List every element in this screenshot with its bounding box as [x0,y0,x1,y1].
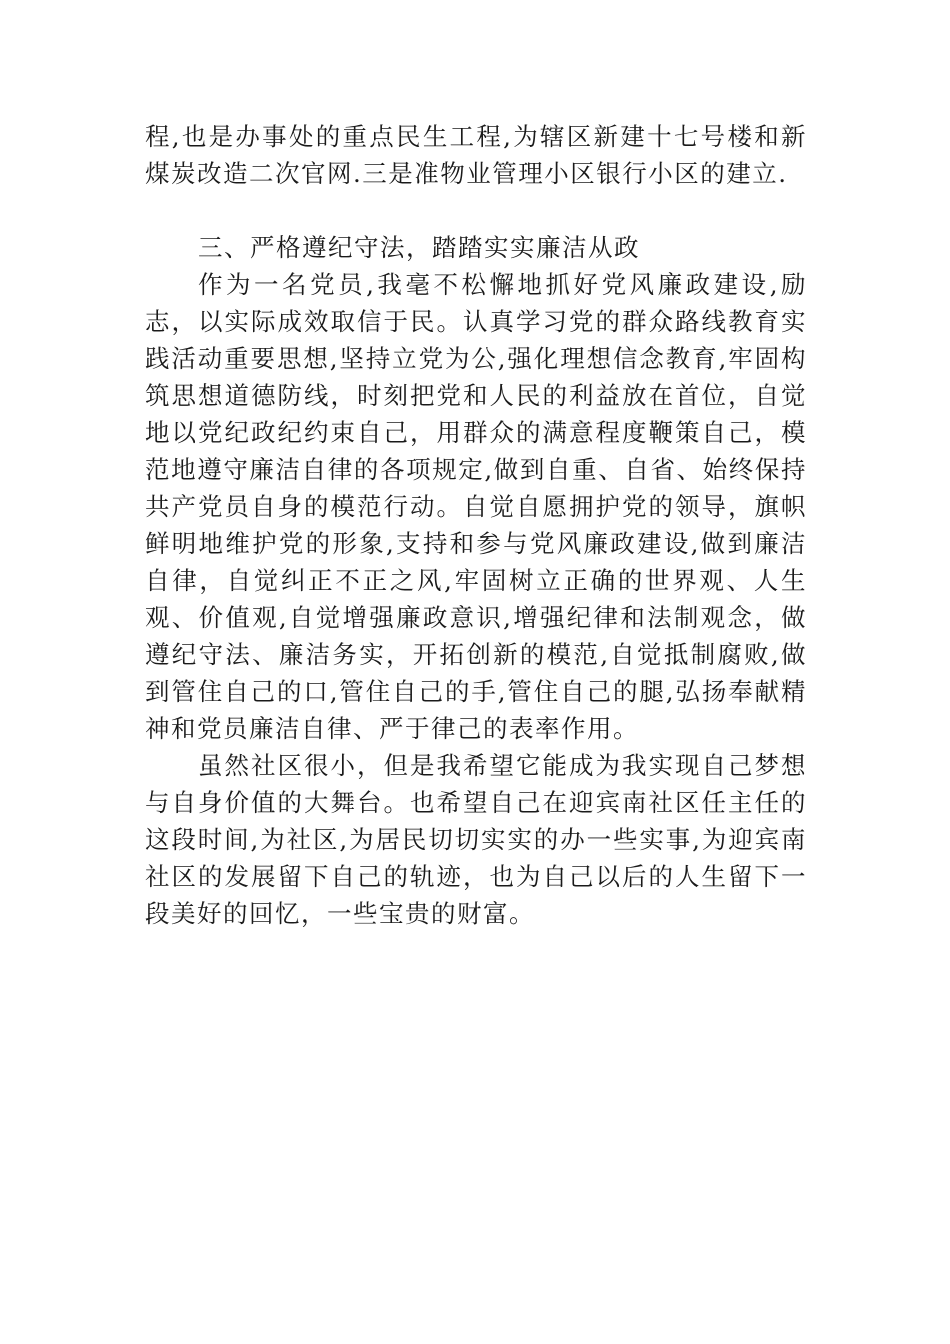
body-paragraph: 作为一名党员,我毫不松懈地抓好党风廉政建设,励志，以实际成效取信于民。认真学习党的群众路线教育实践活动重要思想,坚持立党为公,强化理想信念教育,牢固构筑思想道德防线，时刻把党和人民的利益放在首位，自觉地以党纪政纪约束自己，用群众的满意程度鞭策自己，模范地遵守廉洁自律的各项规定,做到自重、自省、始终保持共产党员自身的模范行动。自觉自愿拥护党的领导，旗帜鲜明地维护党的形象,支持和参与党风廉政建设,做到廉洁自律，自觉纠正不正之风,牢固树立正确的世界观、人生观、价值观,自觉增强廉政意识,增强纪律和法制观念，做遵纪守法、廉洁务实，开拓创新的模范,自觉抵制腐败,做到管住自己的口,管住自己的手,管住自己的腿,弘扬奉献精神和党员廉洁自律、严于律己的表率作用。 [145,270,807,743]
closing-paragraph: 虽然社区很小，但是我希望它能成为我实现自己梦想与自身价值的大舞台。也希望自己在迎宾南社区任主任的这段时间,为社区,为居民切切实实的办一些实事,为迎宾南社区的发展留下自己的轨迹，也为自己以后的人生留下一段美好的回忆，一些宝贵的财富。 [145,751,807,928]
document-body [145,118,807,932]
section-heading: 三、严格遵纪守法，踏踏实实廉洁从政 [198,233,640,262]
continued-paragraph: 程,也是办事处的重点民生工程,为辖区新建十七号楼和新煤炭改造二次官网.三是准物业管理小区银行小区的建立. [145,122,807,188]
